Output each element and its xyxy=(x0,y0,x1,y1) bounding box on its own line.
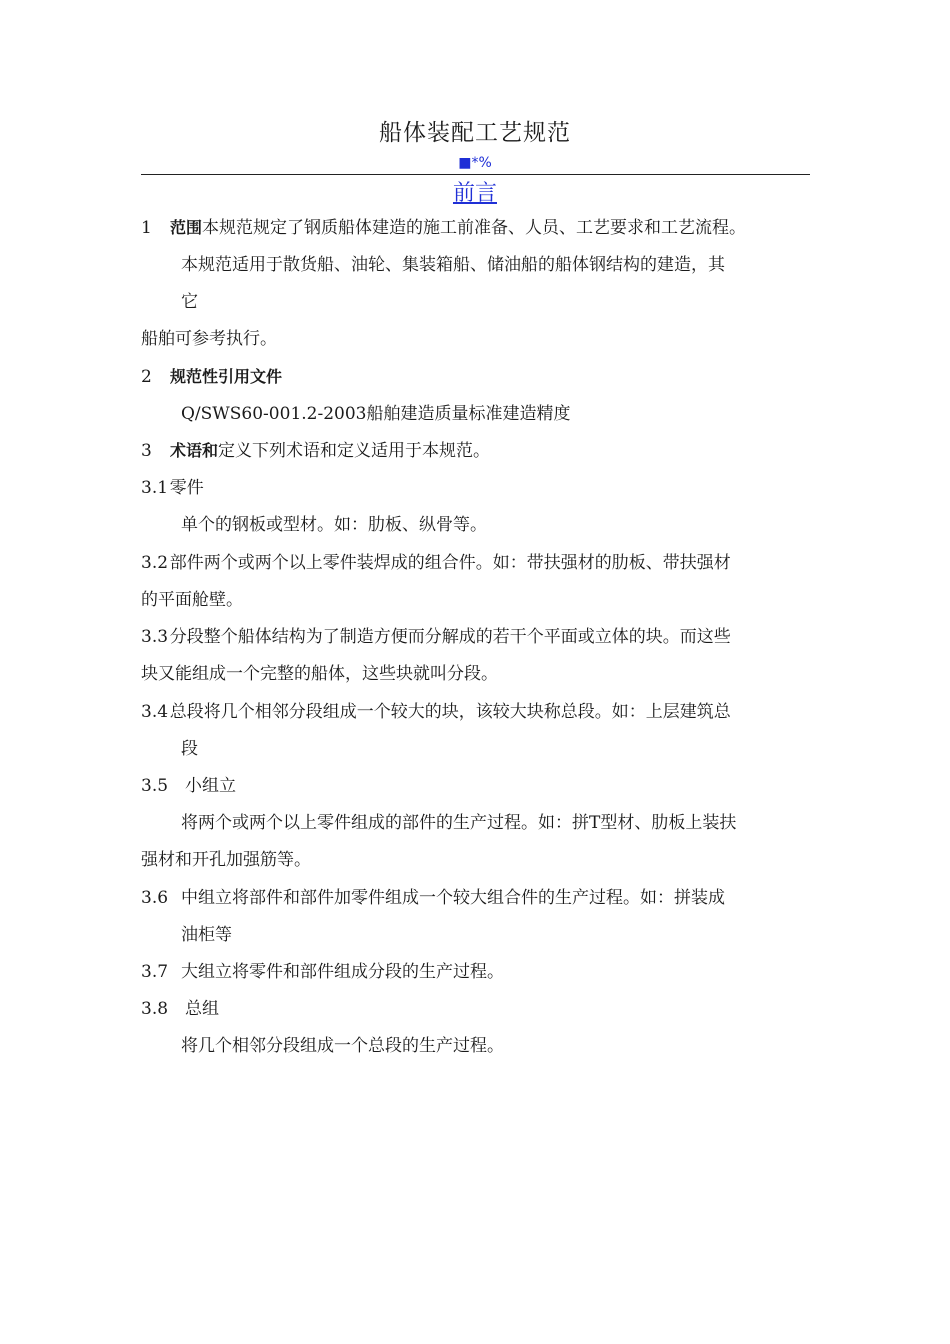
section-text: 小组立 xyxy=(185,776,236,796)
section-text: 总组 xyxy=(185,999,219,1019)
section-3-7 xyxy=(141,961,504,983)
section-3-2 xyxy=(141,552,731,574)
section-number: 3.6 xyxy=(141,888,169,908)
section-3-1-line2: 单个的钢板或型材。如：肋板、纵骨等。 xyxy=(181,515,487,535)
document-title: 船体装配工艺规范 xyxy=(379,120,571,146)
section-3-4 xyxy=(141,701,731,723)
section-3 xyxy=(141,440,490,462)
section-text: 定义下列术语和定义适用于本规范。 xyxy=(218,441,491,461)
section-1-line2: 本规范适用于散货船、油轮、集装箱船、储油船的船体钢结构的建造，其 xyxy=(181,255,725,275)
section-number: 3.1 xyxy=(141,478,169,498)
section-3-3-line2: 块又能组成一个完整的船体，这些块就叫分段。 xyxy=(141,664,498,684)
section-3-5-line3: 强材和开孔加强筋等。 xyxy=(141,850,311,870)
section-3-6-line2: 油柜等 xyxy=(181,925,232,945)
section-3-3 xyxy=(141,626,731,648)
section-heading: 范围 xyxy=(170,218,203,237)
section-3-5 xyxy=(141,775,236,797)
section-text: 部件两个或两个以上零件装焊成的组合件。如：带扶强材的肋板、带扶强材 xyxy=(169,553,731,573)
header-rule xyxy=(141,174,810,175)
section-3-4-line2: 段 xyxy=(181,739,198,759)
section-text: 总段将几个相邻分段组成一个较大的块，该较大块称总段。如：上层建筑总 xyxy=(169,702,731,722)
section-number: 3.8 xyxy=(141,999,169,1019)
section-number: 1 xyxy=(141,218,152,238)
section-3-1 xyxy=(141,477,204,499)
section-3-2-line2: 的平面舱壁。 xyxy=(141,590,243,610)
section-number: 3.2 xyxy=(141,553,169,573)
section-3-8 xyxy=(141,998,219,1020)
toc-link[interactable]: ■*% xyxy=(458,155,492,171)
section-heading: 术语和 xyxy=(170,441,219,460)
section-number: 3.7 xyxy=(141,962,169,982)
section-number: 3.4 xyxy=(141,702,169,722)
section-text: 中组立将部件和部件加零件组成一个较大组合件的生产过程。如：拼装成 xyxy=(181,888,725,908)
section-number: 3 xyxy=(141,441,152,461)
section-3-6 xyxy=(141,887,725,909)
section-heading: 规范性引用文件 xyxy=(170,367,283,386)
section-3-5-line2: 将两个或两个以上零件组成的部件的生产过程。如：拼T型材、肋板上装扶 xyxy=(181,813,737,833)
normative-reference: Q/SWS60-001.2-2003船舶建造质量标准建造精度 xyxy=(181,404,571,424)
section-3-8-line2: 将几个相邻分段组成一个总段的生产过程。 xyxy=(181,1036,504,1056)
section-2 xyxy=(141,366,282,388)
section-text: 零件 xyxy=(169,478,204,498)
section-number: 2 xyxy=(141,367,152,387)
section-number: 3.5 xyxy=(141,776,169,796)
section-text: 分段整个船体结构为了制造方便而分解成的若干个平面或立体的块。而这些 xyxy=(169,627,731,647)
section-1-line4: 船舶可参考执行。 xyxy=(141,329,277,349)
section-number: 3.3 xyxy=(141,627,169,647)
preface-heading[interactable]: 前言 xyxy=(452,181,497,206)
section-1 xyxy=(141,217,746,239)
section-text: 大组立将零件和部件组成分段的生产过程。 xyxy=(181,962,504,982)
section-text: 本规范规定了钢质船体建造的施工前准备、人员、工艺要求和工艺流程。 xyxy=(202,218,747,238)
section-1-line3: 它 xyxy=(181,292,198,312)
